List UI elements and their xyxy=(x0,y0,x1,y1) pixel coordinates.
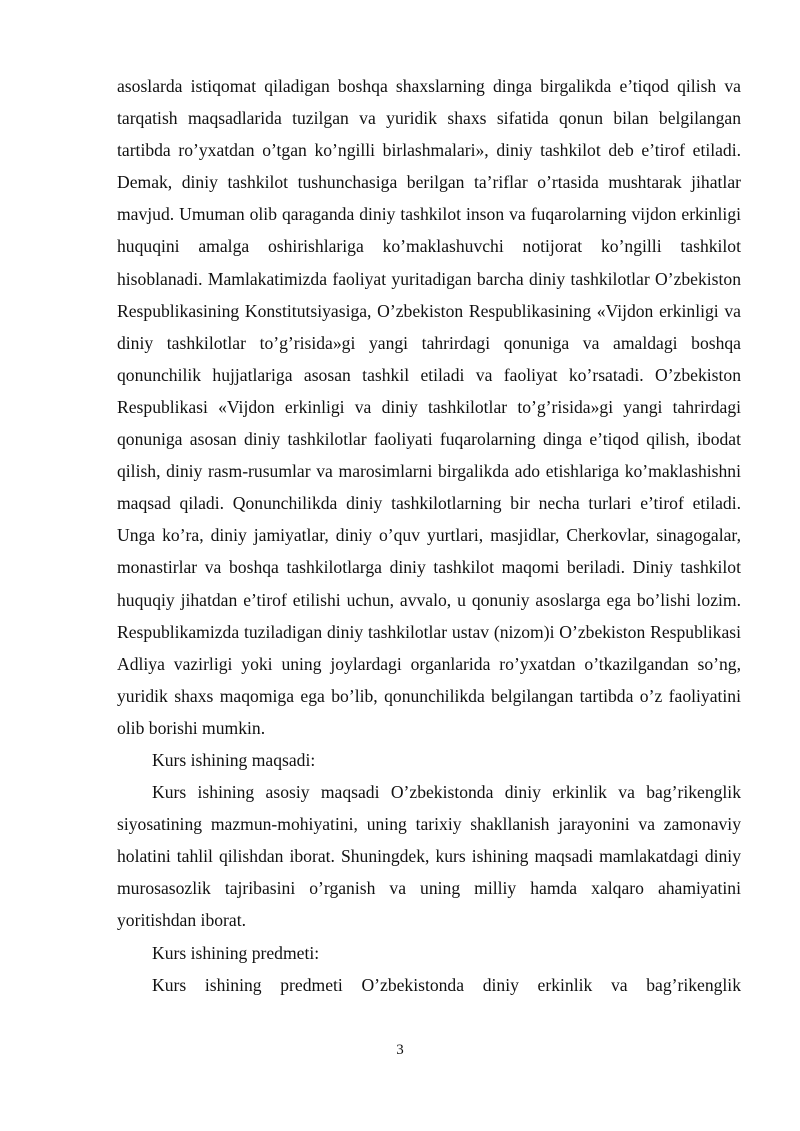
heading-course-goal: Kurs ishining maqsadi: xyxy=(152,749,316,770)
paragraph-continuation: asoslarda istiqomat qiladigan boshqa shaxslarning dinga birgalikda e’tiqod qilish va tarqatish maqsadlarida tuzilgan va yuridik shaxs sifatida qonun bilan belgilangan tartibda ro’yxatdan o’tgan ko’ngilli birlashmalari», diniy tashkilot deb e’tirof etiladi. Demak, diniy tashkilot tushunchasiga berilgan ta’riflar o’rtasida mushtarak jihatlar mavjud. Umuman olib qaraganda diniy tashkilot inson va fuqarolarning vijdon erkinligi huquqini amalga oshirishlariga ko’maklashuvchi notijorat ko’ngilli tashkilot hisoblanadi. Mamlakatimizda faoliyat yuritadigan barcha diniy tashkilotlar O’zbekiston Respublikasining Konstitutsiyasiga, O’zbekiston Respublikasining «Vijdon erkinligi va diniy tashkilotlar to’g’risida»gi yangi tahrirdagi qonuniga va amaldagi boshqa qonunchilik hujjatlariga asosan tashkil etiladi va faoliyat ko’rsatadi. O’zbekiston Respublikasi «Vijdon erkinligi va diniy tashkilotlar to’g’risida»gi yangi tahrirdagi qonuniga asosan diniy tashkilotlar faoliyati fuqarolarning dinga e’tiqod qilish, ibodat qilish, diniy rasm-rusumlar va marosimlarni birgalikda ado etishlariga ko’maklashishni maqsad qiladi. Qonunchilikda diniy tashkilotlarning bir necha turlari e’tirof etiladi. Unga ko’ra, diniy jamiyatlar, diniy o’quv yurtlari, masjidlar, Cherkovlar, sinagogalar, monastirlar va boshqa tashkilotlarga diniy tashkilot maqomi beriladi. Diniy tashkilot huquqiy jihatdan e’tirof etilishi uchun, avvalo, u qonuniy asoslarga ega bo’lishi lozim. Respublikamizda tuziladigan diniy tashkilotlar ustav (nizom)i O’zbekiston Respublikasi Adliya vazirligi yoki uning joylardagi organlarida ro’yxatdan o’tkazilgandan so’ng, yuridik shaxs maqomiga ega bo’lib, qonunchilikda belgilangan tartibda o’z faoliyatini olib borishi mumkin. xyxy=(117,76,741,738)
paragraph-course-goal: Kurs ishining asosiy maqsadi O’zbekistonda diniy erkinlik va bag’rikenglik siyosatining mazmun-mohiyatini, uning tarixiy shakllanish jarayonini va zamonaviy holatini tahlil qilishdan iborat. Shuningdek, kurs ishining maqsadi mamlakatdagi diniy murosasozlik tajribasini o’rganish va uning milliy hamda xalqaro ahamiyatini yoritishdan iborat. xyxy=(117,782,741,931)
page-number: 3 xyxy=(396,1042,404,1058)
body-text xyxy=(117,70,741,1001)
heading-course-subject: Kurs ishining predmeti: xyxy=(152,942,320,963)
paragraph-course-subject: Kurs ishining predmeti O’zbekistonda diniy erkinlik va bag’rikenglik xyxy=(152,974,741,995)
